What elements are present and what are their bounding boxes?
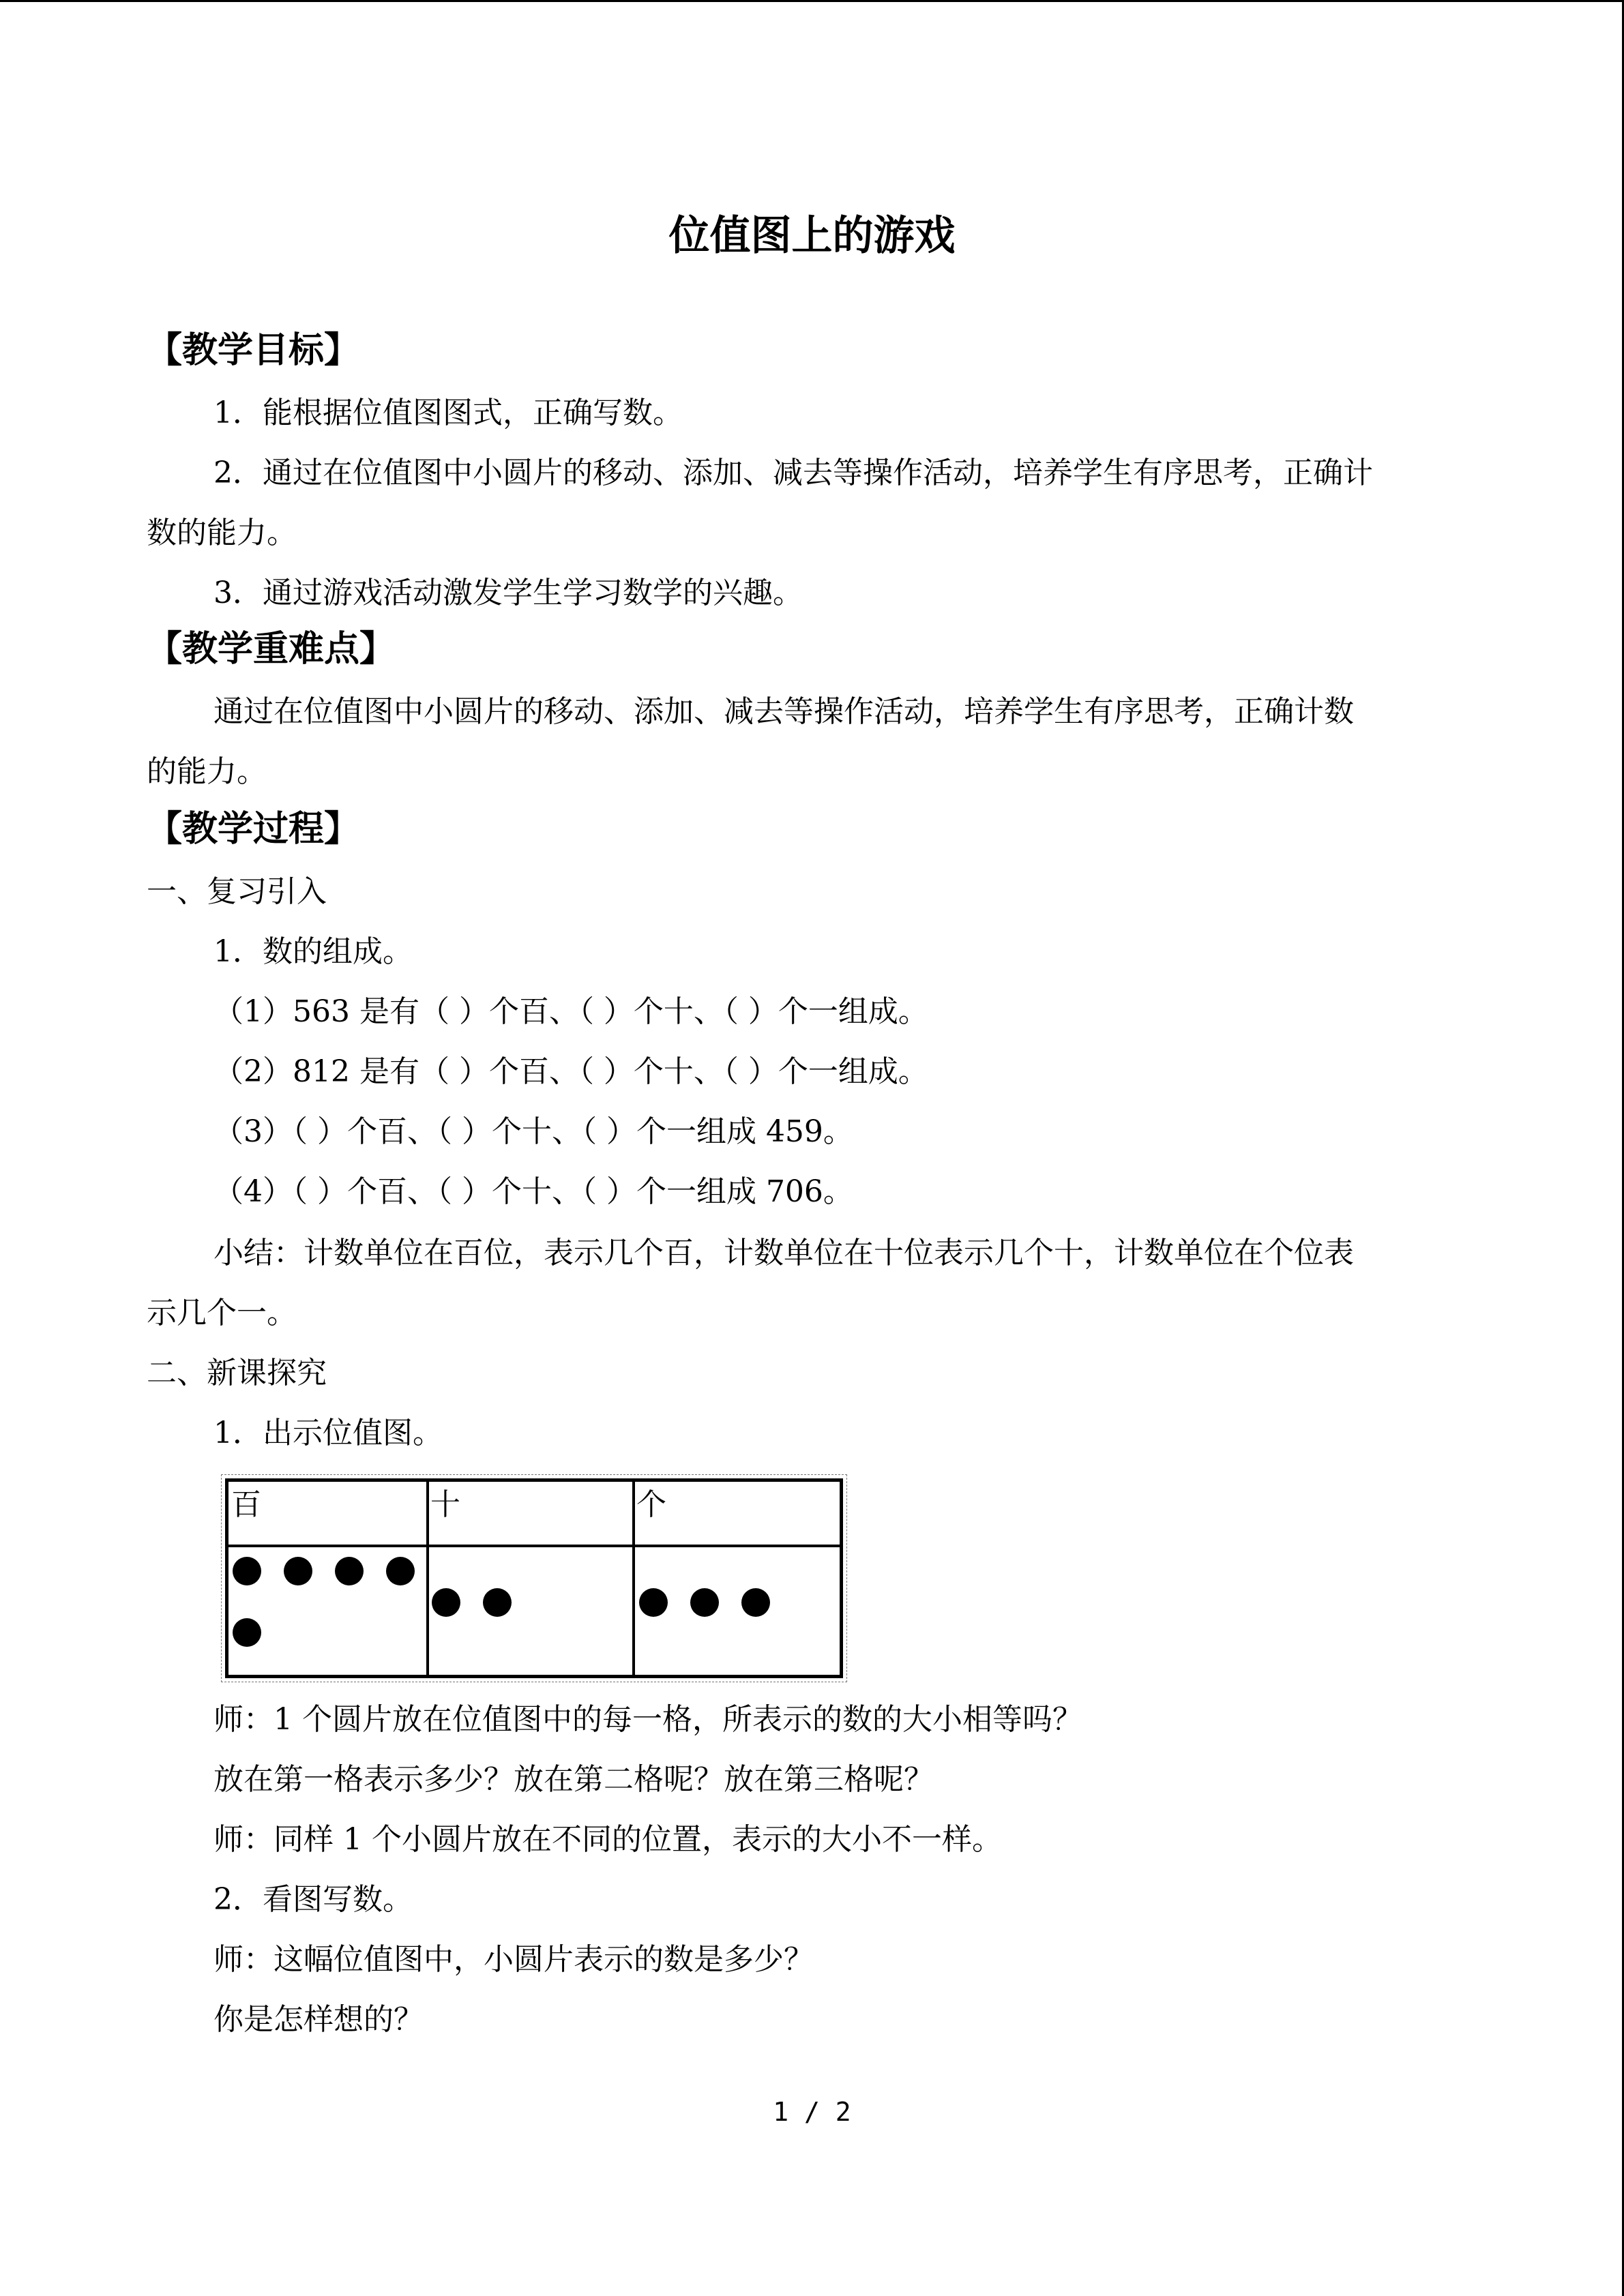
teacher-line-2: 放在第一格表示多少？放在第二格呢？放在第三格呢？ [213, 1762, 934, 1797]
summary-a: 小结：计数单位在百位，表示几个百，计数单位在十位表示几个十，计数单位在个位表 [213, 1236, 1354, 1270]
part2-item1: 1．出示位值图。 [213, 1416, 443, 1450]
part2-item2: 2．看图写数。 [213, 1882, 413, 1917]
heading-goals: 【教学目标】 [147, 330, 360, 371]
question-2: （2）812 是有（ ）个百、（ ）个十、（ ）个一组成。 [213, 1054, 928, 1089]
counter-dot-ones [741, 1588, 770, 1617]
counter-dot-hundreds [386, 1557, 415, 1585]
question-1: （1）563 是有（ ）个百、（ ）个十、（ ）个一组成。 [213, 994, 928, 1029]
column-label-ones: 个 [636, 1487, 666, 1522]
question-4: （4）（ ）个百、（ ）个十、（ ）个一组成 706。 [213, 1174, 853, 1209]
counter-dot-ones [639, 1588, 668, 1617]
heading-keypoints: 【教学重难点】 [147, 629, 396, 670]
column-label-hundreds: 百 [231, 1487, 261, 1522]
part1-heading: 一、复习引入 [147, 874, 327, 909]
column-label-tens: 十 [430, 1487, 460, 1522]
goal-1: 1．能根据位值图图式，正确写数。 [213, 396, 683, 430]
heading-process: 【教学过程】 [147, 809, 360, 850]
keypoints-b: 的能力。 [147, 754, 267, 789]
page-number: 1 / 2 [773, 2097, 851, 2127]
summary-b: 示几个一。 [147, 1296, 297, 1330]
question-3: （3）（ ）个百、（ ）个十、（ ）个一组成 459。 [213, 1114, 853, 1149]
goal-2a: 2．通过在位值图中小圆片的移动、添加、减去等操作活动，培养学生有序思考，正确计 [213, 456, 1373, 490]
goal-2b: 数的能力。 [147, 516, 297, 550]
counter-dot-hundreds [233, 1618, 261, 1647]
teacher-line-1: 师：1 个圆片放在位值图中的每一格，所表示的数的大小相等吗？ [213, 1702, 1082, 1737]
counter-dot-hundreds [233, 1557, 261, 1585]
part2-heading: 二、新课探究 [147, 1356, 327, 1390]
counter-dot-tens [483, 1588, 512, 1617]
page-border-top [0, 0, 1624, 2]
chart-column-divider [426, 1482, 429, 1675]
part1-item1: 1．数的组成。 [213, 934, 413, 969]
page-title: 位值图上的游戏 [668, 212, 956, 260]
goal-3: 3．通过游戏活动激发学生学习数学的兴趣。 [213, 576, 803, 610]
teacher-line-3: 师：同样 1 个小圆片放在不同的位置，表示的大小不一样。 [213, 1822, 1002, 1857]
counter-dot-ones [690, 1588, 719, 1617]
place-value-chart [225, 1478, 843, 1678]
teacher-line-5: 你是怎样想的？ [213, 2002, 424, 2037]
teacher-line-4: 师：这幅位值图中，小圆片表示的数是多少？ [213, 1942, 814, 1977]
counter-dot-hundreds [335, 1557, 364, 1585]
chart-column-divider [632, 1482, 635, 1675]
keypoints-a: 通过在位值图中小圆片的移动、添加、减去等操作活动，培养学生有序思考，正确计数 [213, 694, 1354, 729]
counter-dot-tens [432, 1588, 460, 1617]
chart-header-divider [228, 1545, 840, 1547]
counter-dot-hundreds [284, 1557, 312, 1585]
